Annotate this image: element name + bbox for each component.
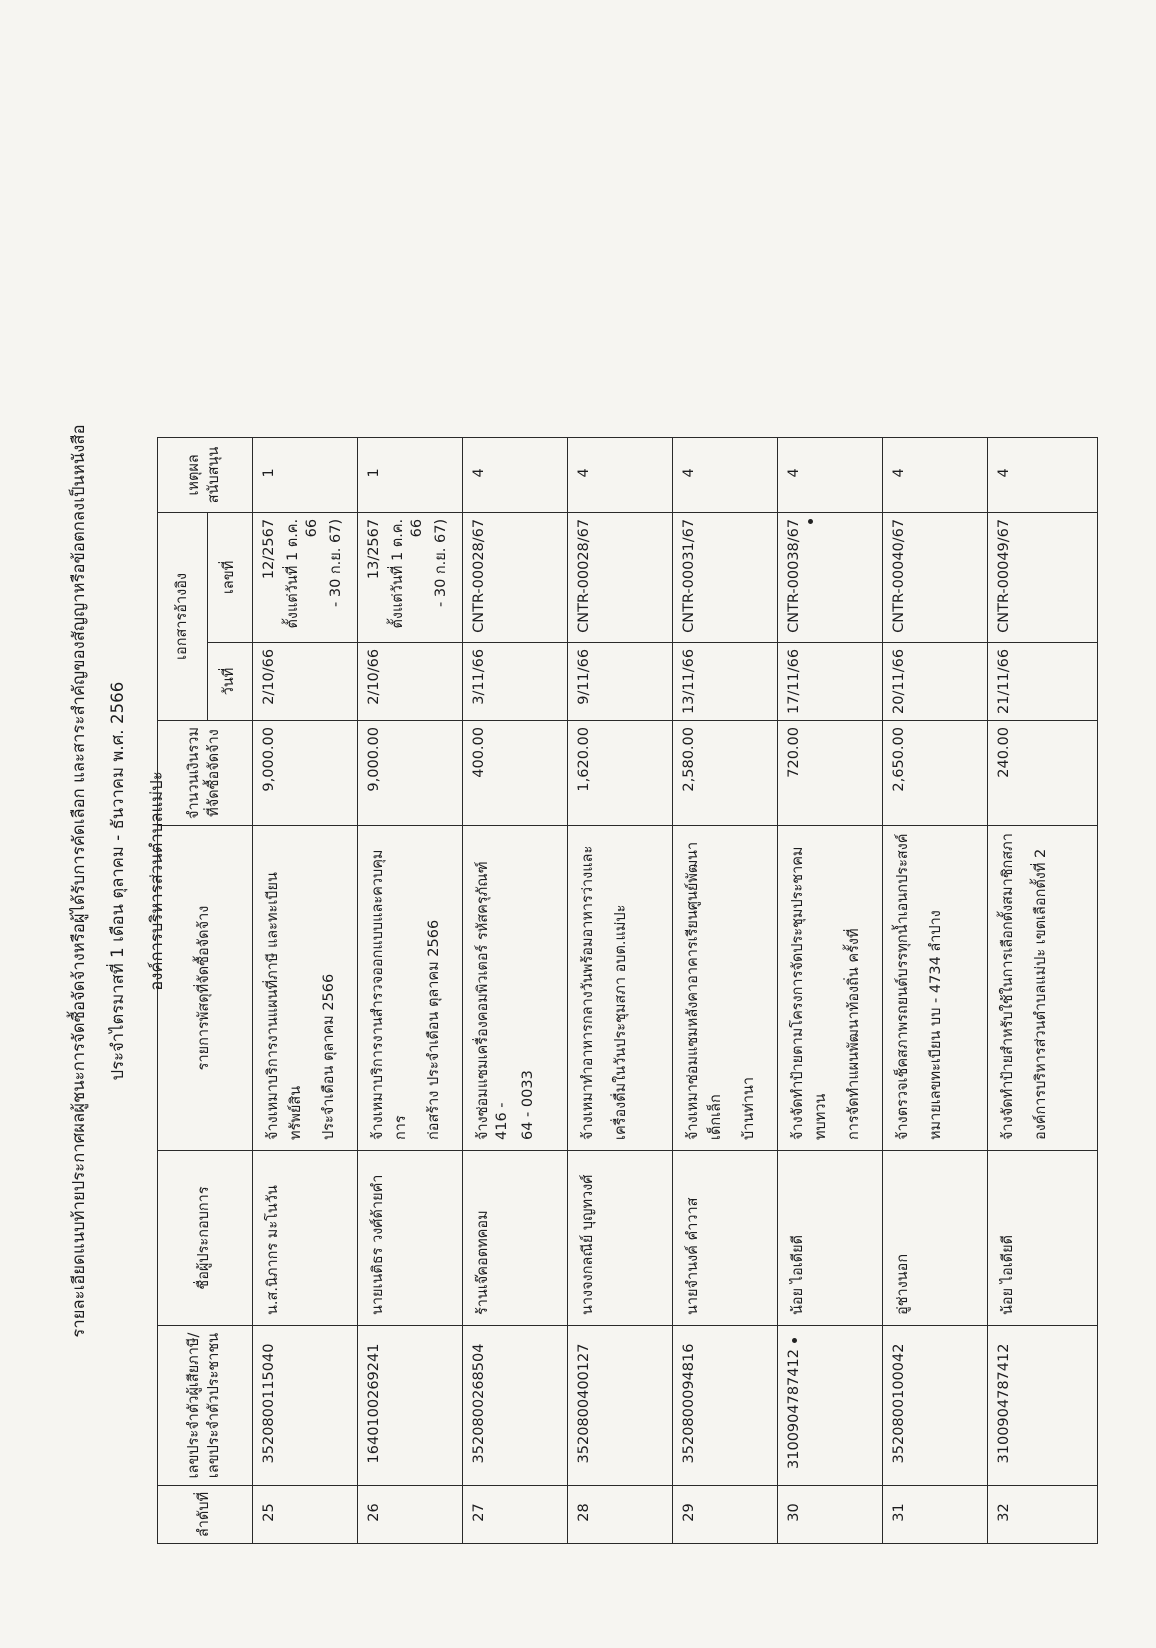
cell-reason: 4 — [568, 437, 673, 512]
cell-seq: 25 — [253, 1486, 358, 1544]
header-reference: เอกสารอ้างอิง — [158, 512, 208, 720]
table-row — [568, 437, 673, 1543]
cell-reason: 4 — [778, 437, 883, 512]
cell-seq: 29 — [673, 1486, 778, 1544]
quarter-line: ประจำไตรมาสที่ 1 เดือน ตุลาคม - ธันวาคม พ.ศ. 2566 — [108, 681, 127, 1081]
cell-reason: 4 — [673, 437, 778, 512]
ref-no-line-1: CNTR-00038/67 — [786, 518, 802, 633]
item-line-1: จ้างตรวจเช็คสภาพรถยนต์บรรทุกน้ำเอนกประสงค์ — [895, 833, 911, 1140]
header-ref-date: วันที่ — [208, 642, 253, 720]
cell-item — [673, 826, 778, 1151]
cell-date: 3/11/66 — [463, 642, 568, 720]
cell-seq: 26 — [358, 1486, 463, 1544]
header-amount: จำนวนเงินรวม ที่จัดซื้อจัดจ้าง — [158, 721, 253, 826]
cell-taxid — [778, 1326, 883, 1486]
header-reason: เหตุผลสนับสนุน — [158, 437, 253, 512]
cell-taxid: 1640100269241 — [358, 1326, 463, 1486]
cell-ref-no — [778, 512, 883, 642]
cell-amount: 2,650.00 — [883, 721, 988, 826]
table-row — [673, 437, 778, 1543]
cell-taxid: 3520800115040 — [253, 1326, 358, 1486]
organization-name: องค์การบริหารส่วนตำบลแม่ปะ — [147, 771, 166, 991]
item-line-1: จ้างเหมาซ่อมแซมหลังคาอาคารเรียนศูนย์พัฒนาเด็กเล็ก — [685, 841, 724, 1140]
cell-name: น้อย ไอเดียดี — [988, 1151, 1098, 1326]
cell-ref-no: CNTR-00028/67 — [463, 512, 568, 642]
cell-taxid: 3520800100042 — [883, 1326, 988, 1486]
cell-seq: 27 — [463, 1486, 568, 1544]
header-taxid: เลขประจำตัวผู้เสียภาษี/ เลขประจำตัวประชาชน — [158, 1326, 253, 1486]
header-ref-no: เลขที่ — [208, 512, 253, 642]
item-line-2: บ้านท่านา — [741, 1076, 757, 1140]
cell-name: นางจงกลณีย์ บุญทวงศ์ — [568, 1151, 673, 1326]
ref-no-line-2: ตั้งแต่วันที่ 1 ต.ค. 66 — [390, 518, 425, 629]
table-row — [988, 437, 1098, 1543]
ref-no-line-3: - 30 ก.ย. 67) — [328, 518, 344, 607]
cell-amount: 2,580.00 — [673, 721, 778, 826]
cell-item — [253, 826, 358, 1151]
cell-name: นายเนติธร วงศ์ด้ายคำ — [358, 1151, 463, 1326]
item-line-2: ประจำเดือน ตุลาคม 2566 — [321, 973, 337, 1140]
document-title: รายละเอียดแนบท้ายประกาศผลผู้ชนะการจัดซื้อจัดจ้างหรือผู้ได้รับการคัดเลือก และสาระสำคัญของสัญญาหรือข้อตกลงเป็นหนังสือ — [69, 424, 88, 1338]
cell-amount: 240.00 — [988, 721, 1098, 826]
item-line-2: องค์การบริหารส่วนตำบลแม่ปะ เขตเลือกตั้งที่ 2 — [1033, 848, 1049, 1140]
cell-reason: 4 — [988, 437, 1098, 512]
table-row — [883, 437, 988, 1543]
cell-reason: 4 — [883, 437, 988, 512]
cell-ref-no: CNTR-00031/67 — [673, 512, 778, 642]
table-row — [253, 437, 358, 1543]
item-line-2: การจัดทำแผนพัฒนาท้องถิ่น ครั้งที่ — [846, 928, 862, 1140]
cell-seq: 30 — [778, 1486, 883, 1544]
ref-no-line-2: ตั้งแต่วันที่ 1 ต.ค. 66 — [285, 518, 320, 629]
cell-name: น.ส.นิภากร มะโนวัน — [253, 1151, 358, 1326]
cell-item — [778, 826, 883, 1151]
cell-ref-no: CNTR-00040/67 — [883, 512, 988, 642]
ref-no-line-3: - 30 ก.ย. 67) — [433, 518, 449, 607]
item-line-2: 64 - 0033 — [520, 1070, 536, 1140]
ref-no-line-1: 12/2567 — [261, 518, 277, 580]
cell-taxid: 3520800268504 — [463, 1326, 568, 1486]
header-item: รายการพัสดุที่จัดซื้อจัดจ้าง — [158, 826, 253, 1151]
cell-ref-no: CNTR-00049/67 — [988, 512, 1098, 642]
procurement-table — [157, 437, 1098, 1544]
cell-item — [988, 826, 1098, 1151]
cell-ref-no — [358, 512, 463, 642]
header-name: ชื่อผู้ประกอบการ — [158, 1151, 253, 1326]
cell-date: 2/10/66 — [253, 642, 358, 720]
table-row — [778, 437, 883, 1543]
cell-name: น้อย ไอเดียดี — [778, 1151, 883, 1326]
cell-reason: 1 — [358, 437, 463, 512]
cell-name: อู่ช่างนอก — [883, 1151, 988, 1326]
cell-reason: 1 — [253, 437, 358, 512]
cell-taxid: 3100904787412 — [988, 1326, 1098, 1486]
cell-seq: 28 — [568, 1486, 673, 1544]
rotated-page-content — [58, 156, 1058, 1606]
item-line-1: จ้างจัดทำป้ายสำหรับใช้ในการเลือกตั้งสมาชิกสภา — [1000, 833, 1016, 1140]
cell-date: 20/11/66 — [883, 642, 988, 720]
cell-taxid: 3520800094816 — [673, 1326, 778, 1486]
cell-amount: 1,620.00 — [568, 721, 673, 826]
cell-seq: 31 — [883, 1486, 988, 1544]
cell-taxid: 3520800400127 — [568, 1326, 673, 1486]
cell-ref-no: CNTR-00028/67 — [568, 512, 673, 642]
ink-dot — [792, 1338, 797, 1343]
table-row — [358, 437, 463, 1543]
item-line-1: จ้างจัดทำป้ายตามโครงการจัดประชุมประชาคมทบทวน — [790, 846, 829, 1140]
item-line-2: หมายเลขทะเบียน บบ - 4734 ลำปาง — [928, 910, 944, 1140]
cell-amount: 9,000.00 — [358, 721, 463, 826]
cell-item — [463, 826, 568, 1151]
cell-name: ร้านเจ๊คอตทคอม — [463, 1151, 568, 1326]
cell-reason: 4 — [463, 437, 568, 512]
item-line-1: จ้างเหมาทำอาหารกลางวันพร้อมอาหารว่างและ — [580, 845, 596, 1140]
cell-amount: 720.00 — [778, 721, 883, 826]
cell-seq: 32 — [988, 1486, 1098, 1544]
cell-amount: 400.00 — [463, 721, 568, 826]
cell-item — [883, 826, 988, 1151]
item-line-2: เครื่องดื่มในวันประชุมสภา อบต.แม่ปะ — [613, 904, 629, 1140]
ink-dot — [808, 519, 813, 524]
item-line-1: จ้างเหมาบริการงานแผนที่ภาษี และทะเบียนทรัพย์สิน — [265, 872, 304, 1140]
cell-amount: 9,000.00 — [253, 721, 358, 826]
cell-date: 9/11/66 — [568, 642, 673, 720]
cell-date: 17/11/66 — [778, 642, 883, 720]
cell-date: 21/11/66 — [988, 642, 1098, 720]
cell-item — [358, 826, 463, 1151]
item-line-1: จ้างเหมาบริการงานสำรวจออกแบบและควบคุมการ — [370, 849, 409, 1140]
item-line-2: ก่อสร้าง ประจำเดือน ตุลาคม 2566 — [426, 919, 442, 1140]
cell-item — [568, 826, 673, 1151]
cell-ref-no — [253, 512, 358, 642]
ref-no-line-1: 13/2567 — [366, 518, 382, 580]
cell-date: 2/10/66 — [358, 642, 463, 720]
taxid-text: 3100904787412 — [786, 1349, 802, 1469]
table-row — [463, 437, 568, 1543]
cell-date: 13/11/66 — [673, 642, 778, 720]
cell-name: นายจำนงค์ คำวาส — [673, 1151, 778, 1326]
header-seq: ลำดับที่ — [158, 1486, 253, 1544]
item-line-1: จ้างซ่อมแซมเครื่องคอมพิวเตอร์ รหัสครุภัณฑ์ 416 - — [475, 861, 510, 1140]
